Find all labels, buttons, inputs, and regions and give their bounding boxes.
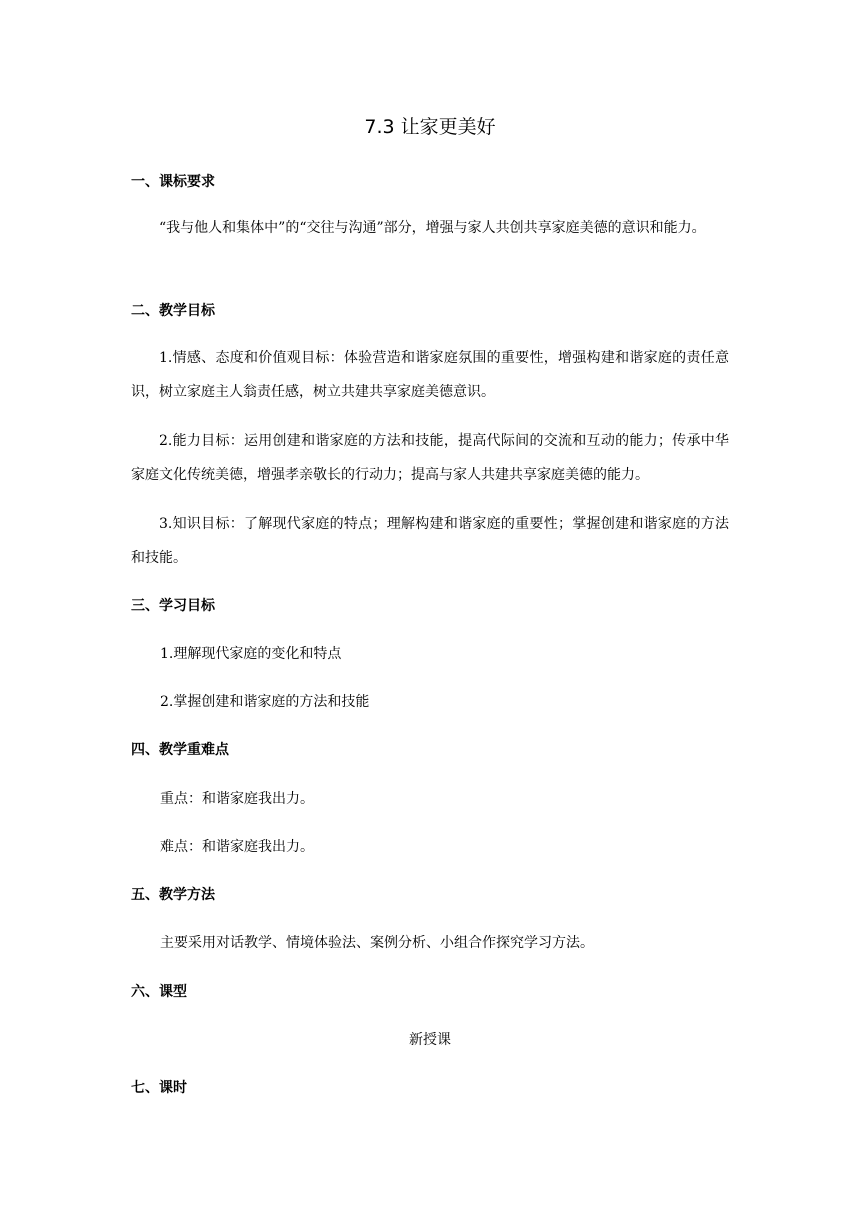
learning-goal-item: 1.理解现代家庭的变化和特点	[160, 646, 342, 662]
teaching-goal-knowledge: 3.知识目标：了解现代家庭的特点；理解构建和谐家庭的重要性；掌握创建和谐家庭的方法和技能。	[131, 516, 729, 566]
teaching-goal-emotion: 1.情感、态度和价值观目标：体验营造和谐家庭氛围的重要性，增强构建和谐家庭的责任意识，树立家庭主人翁责任感，树立共建共享家庭美德意识。	[131, 350, 729, 400]
curriculum-standards-paragraph: “我与他人和集体中”的“交往与沟通”部分，增强与家人共创共享家庭美德的意识和能力。	[159, 220, 706, 236]
difficult-point-text: 难点：和谐家庭我出力。	[160, 839, 314, 855]
lesson-type-text: 新授课	[409, 1032, 451, 1048]
section-heading-key-difficult-points: 四、教学重难点	[131, 742, 229, 758]
section-heading-teaching-methods: 五、教学方法	[131, 887, 215, 903]
teaching-goal-ability: 2.能力目标：运用创建和谐家庭的方法和技能，提高代际间的交流和互动的能力；传承中华家庭文化传统美德，增强孝亲敬长的行动力；提高与家人共建共享家庭美德的能力。	[131, 433, 729, 483]
section-heading-learning-goals: 三、学习目标	[131, 598, 215, 614]
section-heading-lesson-type: 六、课型	[131, 984, 187, 1000]
document-title: 7.3 让家更美好	[364, 116, 496, 138]
section-heading-class-hours: 七、课时	[131, 1080, 187, 1096]
teaching-methods-text: 主要采用对话教学、情境体验法、案例分析、小组合作探究学习方法。	[160, 935, 594, 951]
section-heading-teaching-goals: 二、教学目标	[131, 303, 215, 319]
section-heading-curriculum-standards: 一、课标要求	[131, 174, 215, 190]
learning-goal-item: 2.掌握创建和谐家庭的方法和技能	[160, 694, 370, 710]
key-point-text: 重点：和谐家庭我出力。	[160, 791, 314, 807]
